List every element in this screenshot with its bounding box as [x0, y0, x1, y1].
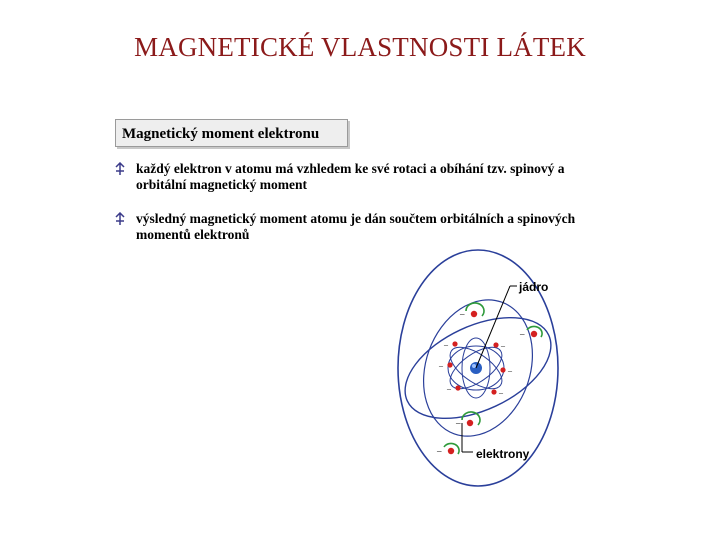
svg-text:–: –: [508, 366, 512, 375]
electron: [455, 412, 480, 428]
svg-text:–: –: [444, 340, 448, 349]
svg-text:–: –: [520, 329, 525, 339]
svg-text:–: –: [460, 309, 465, 319]
bullet-text: každý elektron v atomu má vzhledem ke své rotaci a obíhání tzv. spinový a orbitální magnetický moment: [136, 161, 565, 192]
electrons-label: elektrony: [476, 447, 530, 461]
svg-text:–: –: [501, 341, 505, 350]
svg-text:–: –: [437, 446, 442, 456]
electron: [436, 443, 459, 456]
bullet-item: [114, 161, 584, 193]
svg-text:–: –: [439, 361, 443, 370]
page-title: MAGNETICKÉ VLASTNOSTI LÁTEK: [134, 32, 586, 62]
electron: [500, 366, 513, 375]
nucleus-label: jádro: [519, 280, 549, 294]
bullet-text: výsledný magnetický moment atomu je dán součtem orbitálních a spinových momentů elektronů: [136, 211, 576, 242]
bullet-arrow-icon: [114, 212, 126, 226]
section-heading: Magnetický moment elektronu: [115, 119, 348, 147]
svg-text:–: –: [456, 418, 461, 428]
electron: [491, 388, 504, 397]
electron: [459, 303, 484, 319]
svg-text:–: –: [499, 388, 503, 397]
nucleus-pointer: [476, 286, 510, 368]
bullet-arrow-icon: [114, 162, 126, 176]
svg-text:–: –: [447, 384, 451, 393]
electron: [493, 341, 506, 350]
electron: [438, 361, 453, 370]
bullet-item: [114, 211, 584, 243]
